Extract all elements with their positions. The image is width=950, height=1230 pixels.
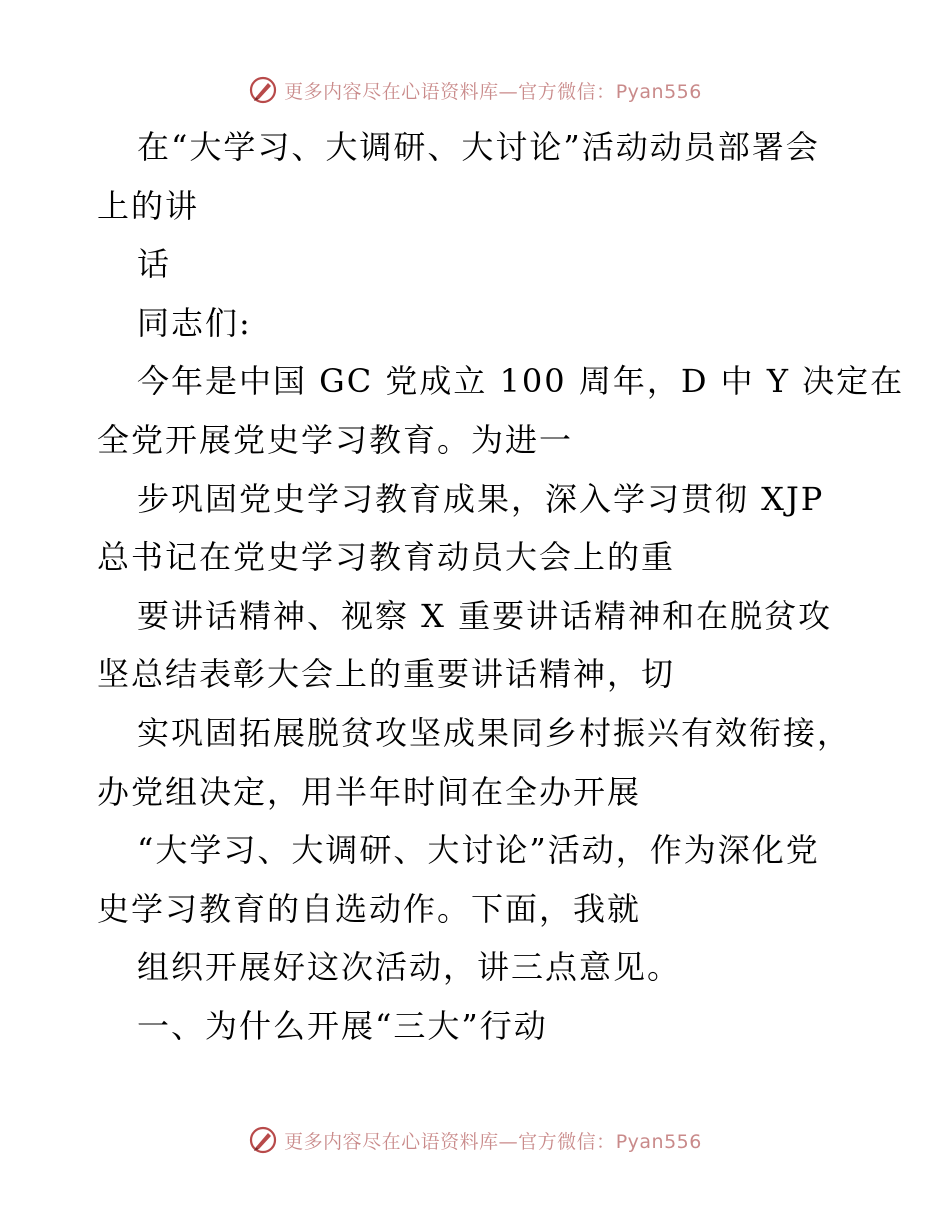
salutation: 同志们: <box>137 303 252 342</box>
paragraph-line: 今年是中国 GC 党成立 100 周年，D 中 Y 决定在 <box>137 362 905 401</box>
watermark-brand: 更多内容尽在心语资料库 <box>284 1130 499 1153</box>
paragraph-line: 全党开展党史学习教育。为进一 <box>97 420 574 459</box>
paragraph-line: 实巩固拓展脱贫攻坚成果同乡村振兴有效衔接， <box>137 713 852 752</box>
pen-logo-icon <box>248 75 278 105</box>
footer-watermark <box>0 1120 950 1160</box>
section-heading: 一、为什么开展“三大”行动 <box>137 1006 548 1045</box>
paragraph-line: 总书记在党史学习教育动员大会上的重 <box>97 538 676 577</box>
watermark-wechat-id: Pyan556 <box>615 80 702 103</box>
document-body <box>97 118 905 1056</box>
title-line-1: 在“大学习、大调研、大讨论”活动动员部署会 <box>137 128 820 166</box>
paragraph-line: 组织开展好这次活动，讲三点意见。 <box>137 948 682 987</box>
watermark-official: 官方微信： <box>518 1130 616 1153</box>
watermark-separator: — <box>498 80 519 103</box>
title-line-3: 话 <box>137 245 172 284</box>
title-line-2: 上的讲 <box>97 186 200 225</box>
pen-logo-icon <box>248 1125 278 1155</box>
paragraph-line: “大学习、大调研、大讨论”活动，作为深化党 <box>137 831 820 870</box>
watermark-wechat-id: Pyan556 <box>615 1130 702 1153</box>
paragraph-line: 史学习教育的自选动作。下面，我就 <box>97 889 642 928</box>
watermark-separator: — <box>498 1130 519 1153</box>
watermark-official: 官方微信： <box>518 80 616 103</box>
header-watermark <box>0 70 950 110</box>
paragraph-line: 要讲话精神、视察 X 重要讲话精神和在脱贫攻 <box>137 596 833 635</box>
paragraph-line: 办党组决定，用半年时间在全办开展 <box>97 772 642 811</box>
watermark-brand: 更多内容尽在心语资料库 <box>284 80 499 103</box>
watermark-text <box>284 77 702 104</box>
watermark-text <box>284 1127 702 1154</box>
paragraph-line: 步巩固党史学习教育成果，深入学习贯彻 XJP <box>137 479 825 518</box>
paragraph-line: 坚总结表彰大会上的重要讲话精神，切 <box>97 655 676 694</box>
